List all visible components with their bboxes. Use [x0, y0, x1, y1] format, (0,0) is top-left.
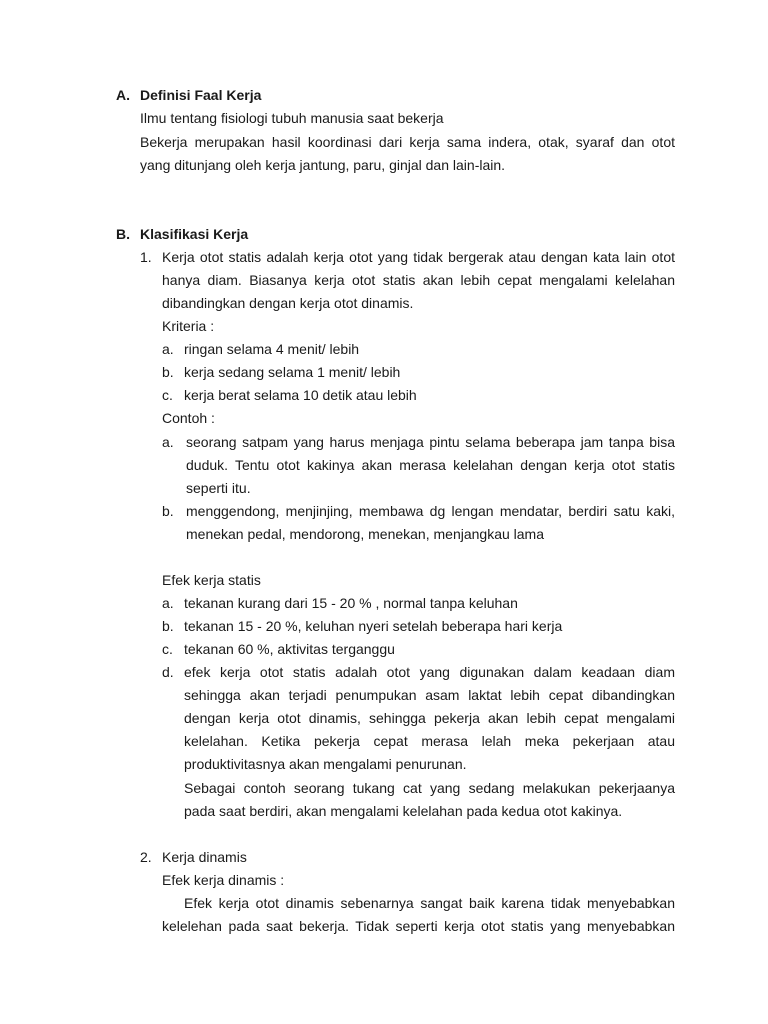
- section-a-paragraph-line: Bekerja merupakan hasil koordinasi dari kerja sama indera, otak, syaraf dan otot: [140, 134, 675, 150]
- efek-dinamis-label: Efek kerja dinamis :: [162, 872, 285, 888]
- item-1-line: dibandingkan dengan kerja otot dinamis.: [162, 295, 414, 311]
- section-b-marker: B.: [116, 226, 130, 242]
- kriteria-marker: c.: [162, 387, 173, 403]
- item-2-title: Kerja dinamis: [162, 849, 247, 865]
- item-1-line: hanya diam. Biasanya kerja otot statis akan lebih cepat mengalami kelelahan: [162, 272, 675, 288]
- efek-item: tekanan 60 %, aktivitas terganggu: [184, 641, 395, 657]
- efek-item: tekanan kurang dari 15 - 20 % , normal tanpa keluhan: [184, 595, 518, 611]
- item-1-line: Kerja otot statis adalah kerja otot yang tidak bergerak atau dengan kata lain otot: [162, 249, 675, 265]
- contoh-b-line: menekan pedal, mendorong, menekan, menjangkau lama: [186, 526, 545, 542]
- efek-d-line: kelelahan. Ketika pekerja cepat merasa lelah meka pekerjaan atau: [184, 733, 675, 749]
- efek-marker: d.: [162, 664, 174, 680]
- kriteria-marker: b.: [162, 364, 174, 380]
- efek-dinamis-line: Efek kerja otot dinamis sebenarnya sangat baik karena tidak menyebabkan: [184, 895, 675, 911]
- contoh-a-line: seorang satpam yang harus menjaga pintu selama beberapa jam tanpa bisa: [186, 434, 675, 450]
- efek-marker: c.: [162, 641, 173, 657]
- section-a-marker: A.: [116, 87, 130, 103]
- contoh-a-line: duduk. Tentu otot kakinya akan merasa kelelahan dengan kerja otot statis: [186, 457, 675, 473]
- item-2-number: 2.: [140, 849, 152, 865]
- efek-d-line: dengan kerja otot dinamis, sehingga pekerja akan lebih cepat mengalami: [184, 710, 675, 726]
- efek-d-line: produktivitasnya akan mengalami penurunan.: [184, 756, 467, 772]
- kriteria-item: kerja berat selama 10 detik atau lebih: [184, 387, 417, 403]
- contoh-b-line: menggendong, menjinjing, membawa dg lengan mendatar, berdiri satu kaki,: [186, 503, 675, 519]
- efek-d-line: efek kerja otot statis adalah otot yang digunakan dalam keadaan diam: [184, 664, 675, 680]
- section-b-title: Klasifikasi Kerja: [140, 226, 249, 242]
- kriteria-item: kerja sedang selama 1 menit/ lebih: [184, 364, 401, 380]
- kriteria-label: Kriteria :: [162, 318, 215, 334]
- section-a-definition: Ilmu tentang fisiologi tubuh manusia saat bekerja: [140, 110, 444, 126]
- kriteria-item: ringan selama 4 menit/ lebih: [184, 341, 360, 357]
- efek-d-line: pada saat berdiri, akan mengalami kelelahan pada kedua otot kakinya.: [184, 803, 623, 819]
- efek-marker: a.: [162, 595, 174, 611]
- efek-d-line: sehingga akan terjadi penumpukan asam laktat lebih cepat dibandingkan: [184, 687, 675, 703]
- contoh-label: Contoh :: [162, 410, 215, 426]
- section-a-paragraph-line: yang ditunjang oleh kerja jantung, paru, ginjal dan lain-lain.: [140, 157, 506, 173]
- efek-item: tekanan 15 - 20 %, keluhan nyeri setelah beberapa hari kerja: [184, 618, 563, 634]
- efek-d-line: Sebagai contoh seorang tukang cat yang sedang melakukan pekerjaanya: [184, 780, 675, 796]
- contoh-a-line: seperti itu.: [186, 480, 251, 496]
- efek-statis-label: Efek kerja statis: [162, 572, 261, 588]
- section-a-title: Definisi Faal Kerja: [140, 87, 262, 103]
- efek-dinamis-line: kelelehan pada saat bekerja. Tidak seperti kerja otot statis yang menyebabkan: [162, 918, 675, 934]
- kriteria-marker: a.: [162, 341, 174, 357]
- contoh-marker: a.: [162, 434, 174, 450]
- efek-marker: b.: [162, 618, 174, 634]
- contoh-marker: b.: [162, 503, 174, 519]
- item-1-number: 1.: [140, 249, 152, 265]
